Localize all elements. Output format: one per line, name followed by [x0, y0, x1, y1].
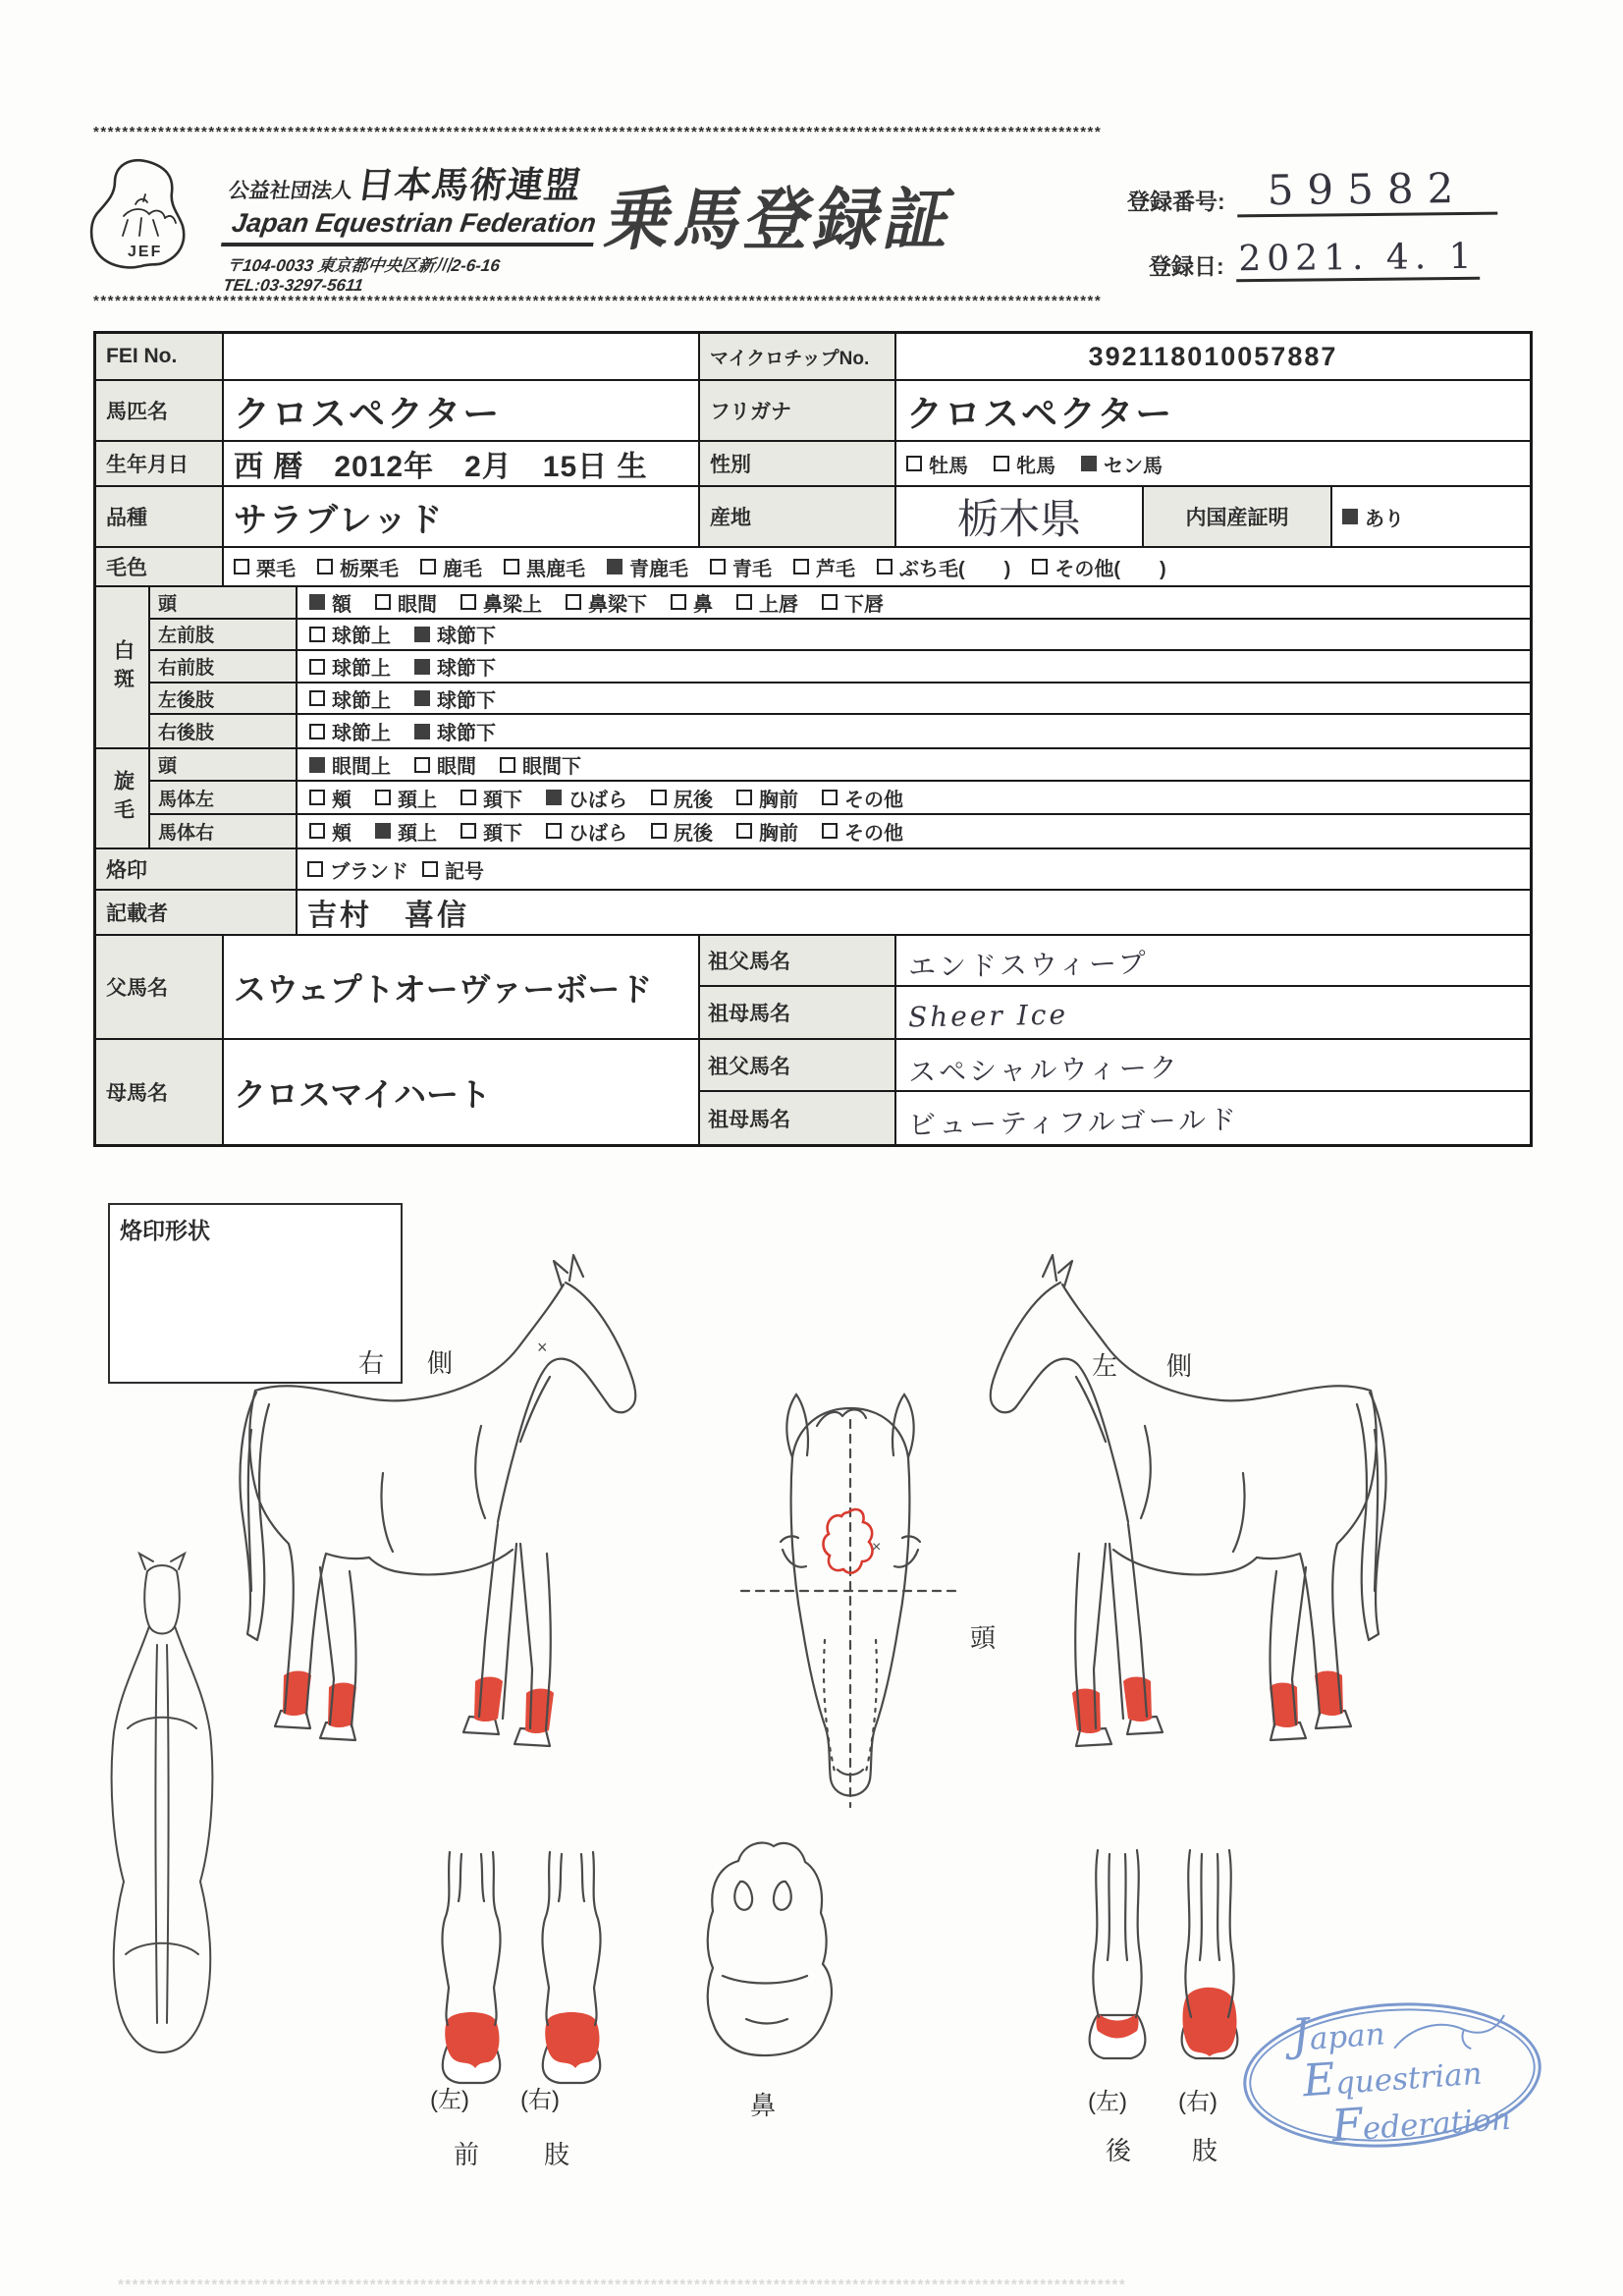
checkbox-label: 胸前 [759, 789, 798, 811]
checkbox-label: 球節上 [332, 689, 391, 712]
checkbox-option[interactable] [309, 588, 352, 617]
table-row [150, 782, 1530, 814]
table-row [150, 651, 1530, 683]
unchecked-checkbox[interactable] [906, 456, 922, 471]
row-options [298, 683, 1530, 714]
white-markings-rows [150, 587, 1530, 747]
row-label: 頭 [150, 587, 298, 618]
checkbox-option[interactable] [736, 588, 798, 617]
microchip-label: マイクロチップNo. [700, 334, 896, 379]
rear-leg-detail-left [1090, 1850, 1146, 2058]
unchecked-checkbox[interactable] [822, 823, 838, 839]
grandsire-label: 祖父馬名 [700, 1040, 896, 1090]
checkbox-option[interactable] [309, 717, 391, 745]
unchecked-checkbox[interactable] [375, 594, 391, 610]
row-label: 左前肢 [150, 620, 298, 650]
checked-checkbox[interactable] [546, 790, 562, 805]
checkbox-label: 頚上 [398, 822, 437, 845]
row-label: 右前肢 [150, 651, 298, 682]
unchecked-checkbox[interactable] [822, 790, 838, 805]
unchecked-checkbox[interactable] [822, 594, 838, 610]
checkbox-label: 尻後 [674, 789, 713, 811]
front-right-label: (右) [520, 2087, 560, 2113]
checkbox-label: 栃栗毛 [340, 558, 399, 580]
row-label: 馬体左 [150, 782, 298, 812]
table-row [150, 620, 1530, 652]
reg-no-label: 登録番号: [1127, 189, 1225, 214]
checkbox-label: 栗毛 [256, 558, 296, 580]
x-mark-forehead: × [872, 1539, 882, 1556]
front-leg-detail [442, 1852, 500, 2083]
sex-options [906, 450, 1163, 478]
checkbox-option[interactable] [414, 620, 496, 648]
row-options [298, 651, 1530, 682]
federation-stamp [1238, 1994, 1545, 2158]
checkbox-option[interactable] [414, 684, 496, 713]
checkbox-option[interactable] [414, 750, 476, 779]
checkbox-label: 鼻 [693, 593, 713, 616]
table-row [150, 815, 1530, 847]
row-label: 右後肢 [150, 715, 298, 747]
unchecked-checkbox[interactable] [307, 861, 323, 877]
checkbox-option[interactable] [309, 652, 391, 681]
checkbox-option[interactable] [671, 588, 713, 617]
checked-checkbox[interactable] [414, 724, 430, 739]
checkbox-label: 眼間 [398, 593, 437, 616]
dam-label: 母馬名 [96, 1040, 224, 1144]
checkbox-label: その他 [844, 822, 903, 845]
table-row [150, 587, 1530, 620]
registration-block [1127, 165, 1549, 281]
org-address: 〒104-0033 東京都中央区新川2-6-16 [224, 256, 502, 275]
white-markings-group-label: 白斑 [96, 587, 150, 747]
unchecked-checkbox[interactable] [309, 690, 325, 706]
jef-logo-text: JEF [128, 244, 163, 260]
unchecked-checkbox[interactable] [651, 790, 667, 805]
org-type: 公益社団法人 [227, 180, 354, 202]
unchecked-checkbox[interactable] [671, 594, 686, 610]
checkbox-label: ひばら [568, 822, 627, 845]
checkbox-option[interactable] [307, 855, 408, 884]
table-row-sire [96, 936, 1530, 1040]
checkbox-option[interactable] [651, 784, 713, 812]
nose-detail [708, 1842, 832, 2055]
rear-right-label: (右) [1178, 2089, 1217, 2115]
coat-options [234, 553, 1166, 581]
checkbox-option[interactable] [736, 817, 798, 846]
page-title: 乗馬登録証 [599, 181, 965, 258]
checkbox-option[interactable] [906, 450, 968, 478]
checkbox-option[interactable] [822, 817, 903, 846]
microchip-value: 392118010057887 [1088, 341, 1338, 371]
reg-no-value: 59582 [1236, 164, 1497, 218]
checkbox-label: 鼻梁上 [483, 593, 542, 616]
table-row [150, 715, 1530, 747]
checkbox-label: あり [1365, 508, 1404, 530]
checkbox-label: ぶち毛( ) [899, 558, 1011, 580]
row-label: 頭 [150, 749, 298, 780]
recorder-label: 記載者 [96, 891, 298, 934]
fei-value [224, 334, 700, 379]
furigana-value: クロスペクター [906, 394, 1174, 434]
checkbox-option[interactable] [1081, 450, 1163, 478]
table-group-white-markings [96, 587, 1530, 749]
table-row-dam [96, 1040, 1530, 1144]
unchecked-checkbox[interactable] [710, 559, 726, 574]
table-row [700, 936, 1530, 987]
checkbox-option[interactable] [375, 817, 437, 846]
checkbox-option[interactable] [309, 684, 391, 713]
separator-line-top: ******************************************************************************************************************************************** [93, 124, 1103, 140]
birth-label: 生年月日 [96, 442, 224, 485]
left-side-label: 左側 [1092, 1351, 1242, 1381]
table-row-breed [96, 487, 1530, 548]
checked-checkbox[interactable] [414, 690, 430, 706]
stamp-line-2: Equestrian [1301, 2052, 1484, 2107]
checkbox-option[interactable] [500, 750, 581, 779]
checkbox-label: 眼間 [437, 756, 476, 779]
checkbox-label: 球節下 [437, 658, 496, 681]
checked-checkbox[interactable] [375, 823, 391, 839]
table-row-coat [96, 548, 1530, 587]
checkbox-option[interactable] [546, 817, 627, 846]
whorls-group-label: 旋毛 [96, 749, 150, 847]
sire-label: 父馬名 [96, 936, 224, 1038]
dam-grandparents [700, 1040, 1530, 1144]
table-row-recorder [96, 891, 1530, 936]
checkbox-label: ひばら [568, 789, 627, 811]
breed-value: サラブレッド [224, 487, 700, 546]
checkbox-option[interactable] [234, 553, 296, 581]
checkbox-label: 鹿毛 [443, 558, 482, 580]
birth-value: 西 暦 2012年 2月 15日 生 [224, 442, 700, 485]
unchecked-checkbox[interactable] [460, 823, 476, 839]
reg-date-label: 登録日: [1149, 253, 1224, 279]
table-row-birth [96, 442, 1530, 487]
row-options [298, 815, 1530, 847]
row-options [298, 782, 1530, 812]
reg-date-value: 2021. 4. 1 [1235, 237, 1479, 283]
sire-granddam-value: Sheer Ice [907, 999, 1069, 1034]
checked-checkbox[interactable] [309, 594, 325, 610]
checkbox-label: 胸前 [759, 822, 798, 845]
checkbox-option[interactable] [375, 588, 437, 617]
checkbox-label: 青鹿毛 [629, 558, 688, 580]
brand-options [307, 855, 484, 884]
checkbox-option[interactable] [414, 652, 496, 681]
table-group-whorls [96, 749, 1530, 849]
checkbox-option[interactable] [317, 553, 399, 581]
row-options [298, 587, 1530, 618]
org-tel: TEL:03-3297-5611 [222, 276, 365, 295]
checkbox-option[interactable] [822, 784, 903, 812]
unchecked-checkbox[interactable] [877, 559, 893, 574]
checkbox-option[interactable] [1032, 553, 1165, 581]
table-row [150, 749, 1530, 782]
unchecked-checkbox[interactable] [460, 594, 476, 610]
checked-checkbox[interactable] [414, 627, 430, 642]
checkbox-option[interactable] [607, 553, 688, 581]
granddam-label: 祖母馬名 [700, 1092, 896, 1144]
checkbox-label: 頬 [332, 789, 352, 811]
checkbox-label: 球節上 [332, 723, 391, 745]
unchecked-checkbox[interactable] [309, 659, 325, 675]
stamp-line-1: Japan [1289, 2007, 1386, 2061]
nose-label: 鼻 [750, 2091, 777, 2120]
checked-checkbox[interactable] [607, 559, 622, 574]
dam-value: クロスマイハート [224, 1040, 700, 1144]
table-row-brand [96, 849, 1530, 891]
rear-leg-detail-right [1182, 1850, 1238, 2058]
checkbox-label: 頬 [332, 822, 352, 845]
rear-left-label: (左) [1088, 2089, 1127, 2115]
sire-grandsire-value: エンドスウィープ [907, 947, 1149, 984]
horse-top-view [112, 1554, 213, 2052]
unchecked-checkbox[interactable] [736, 790, 752, 805]
checkbox-option[interactable] [309, 620, 391, 648]
unchecked-checkbox[interactable] [414, 757, 430, 773]
checkbox-label: 下唇 [844, 593, 884, 616]
unchecked-checkbox[interactable] [500, 757, 515, 773]
row-label: 左後肢 [150, 683, 298, 714]
furigana-label: フリガナ [700, 381, 896, 440]
unchecked-checkbox[interactable] [309, 790, 325, 805]
checkbox-option[interactable] [822, 588, 884, 617]
unchecked-checkbox[interactable] [994, 456, 1009, 471]
checkbox-label: セン馬 [1104, 455, 1163, 477]
checkbox-option[interactable] [309, 784, 352, 812]
checkbox-label: その他( ) [1055, 558, 1166, 580]
horse-name-value: クロスペクター [224, 381, 700, 440]
checkbox-label: 眼間下 [522, 756, 581, 779]
checkbox-label: 牝馬 [1016, 455, 1055, 477]
table-row [700, 1092, 1530, 1144]
recorder-value: 吉村 喜信 [307, 900, 469, 932]
checkbox-option[interactable] [414, 717, 496, 745]
checkbox-label: 球節下 [437, 626, 496, 648]
checked-checkbox[interactable] [309, 757, 325, 773]
checkbox-option[interactable] [422, 855, 484, 884]
row-options [298, 715, 1530, 747]
checked-checkbox[interactable] [414, 659, 430, 675]
checkbox-label: その他 [844, 789, 903, 811]
horse-name-label: 馬匹名 [96, 381, 224, 440]
checkbox-label: 黒鹿毛 [526, 558, 585, 580]
brand-shape-label: 烙印形状 [120, 1218, 210, 1243]
checked-checkbox[interactable] [1081, 456, 1097, 471]
checkbox-option[interactable] [375, 784, 437, 812]
separator-line-bottom: ******************************************************************************************************************************************** [93, 293, 1103, 309]
checkbox-option[interactable] [994, 450, 1055, 478]
unchecked-checkbox[interactable] [793, 559, 809, 574]
checkbox-label: 鼻梁下 [588, 593, 647, 616]
row-label: 馬体右 [150, 815, 298, 847]
sire-value: スウェプトオーヴァーボード [224, 936, 700, 1038]
horse-data-table [93, 331, 1533, 1147]
red-marking-forehead [823, 1509, 872, 1573]
whorls-rows [150, 749, 1530, 847]
checkbox-label: 牡馬 [929, 455, 968, 477]
unchecked-checkbox[interactable] [460, 790, 476, 805]
checkbox-option[interactable] [1342, 503, 1404, 531]
red-marking [1183, 1988, 1237, 2056]
checkbox-label: 青毛 [732, 558, 772, 580]
unchecked-checkbox[interactable] [420, 559, 436, 574]
stamp-text [1238, 1994, 1545, 2158]
unchecked-checkbox[interactable] [736, 823, 752, 839]
right-side-label: 右側 [358, 1348, 497, 1378]
domestic-options [1342, 503, 1404, 531]
unchecked-checkbox[interactable] [422, 861, 438, 877]
x-mark-neck: × [537, 1338, 548, 1357]
checkbox-option[interactable] [309, 817, 352, 846]
brand-label: 烙印 [96, 849, 298, 889]
unchecked-checkbox[interactable] [375, 790, 391, 805]
origin-label: 産地 [700, 487, 896, 546]
sire-grandparents [700, 936, 1530, 1038]
org-name-en: Japan Equestrian Federation [221, 208, 598, 246]
checkbox-label: 記号 [445, 860, 484, 883]
unchecked-checkbox[interactable] [317, 559, 333, 574]
checkbox-label: 上唇 [759, 593, 798, 616]
checkbox-label: 球節下 [437, 723, 496, 745]
checkbox-option[interactable] [793, 553, 855, 581]
table-row [150, 683, 1530, 716]
checkbox-option[interactable] [546, 784, 627, 812]
checkbox-label: 芦毛 [816, 558, 855, 580]
checkbox-option[interactable] [460, 588, 542, 617]
table-row-fei [96, 334, 1530, 381]
checkbox-option[interactable] [736, 784, 798, 812]
unchecked-checkbox[interactable] [309, 823, 325, 839]
table-row [700, 1040, 1530, 1092]
checkbox-option[interactable] [309, 750, 391, 779]
front-limb-label: 前肢 [454, 2140, 635, 2169]
head-label: 頭 [970, 1623, 997, 1653]
unchecked-checkbox[interactable] [234, 559, 249, 574]
coat-label: 毛色 [96, 548, 224, 585]
checkbox-label: 球節下 [437, 689, 496, 712]
left-side-horse [991, 1255, 1386, 1746]
stamp-line-3: Federation [1329, 2098, 1512, 2153]
org-block [214, 155, 606, 296]
org-name: 日本馬術連盟 [354, 165, 585, 205]
unchecked-checkbox[interactable] [546, 823, 562, 839]
red-marking [283, 1671, 554, 1734]
sex-label: 性別 [700, 442, 896, 485]
unchecked-checkbox[interactable] [309, 627, 325, 642]
head-front-view [741, 1394, 960, 1807]
row-options [298, 620, 1530, 650]
breed-label: 品種 [96, 487, 224, 546]
granddam-label: 祖母馬名 [700, 987, 896, 1038]
checkbox-label: 頚上 [398, 789, 437, 811]
rear-limb-label: 後肢 [1106, 2136, 1279, 2165]
separator-line-page-bottom: ******************************************************************************************************************************************** [118, 2276, 1127, 2293]
checkbox-option[interactable] [504, 553, 585, 581]
checkbox-label: 額 [332, 593, 352, 616]
unchecked-checkbox[interactable] [1032, 559, 1048, 574]
checkbox-label: 頚下 [483, 789, 522, 811]
checkbox-label: ブランド [330, 860, 408, 883]
checkbox-option[interactable] [460, 817, 522, 846]
dam-grandsire-value: スペシャルウィーク [907, 1051, 1181, 1088]
jef-logo [84, 155, 208, 281]
table-row-name [96, 381, 1530, 442]
unchecked-checkbox[interactable] [504, 559, 519, 574]
checkbox-option[interactable] [877, 553, 1010, 581]
front-left-label: (左) [430, 2087, 469, 2113]
row-options [298, 749, 1530, 780]
checkbox-option[interactable] [651, 817, 713, 846]
unchecked-checkbox[interactable] [736, 594, 752, 610]
checkbox-label: 球節上 [332, 626, 391, 648]
checkbox-label: 眼間上 [332, 756, 391, 779]
fei-label: FEI No. [96, 334, 224, 379]
origin-value: 栃木県 [896, 487, 1144, 546]
domestic-label: 内国産証明 [1144, 487, 1332, 546]
checkbox-label: 球節上 [332, 658, 391, 681]
checkbox-option[interactable] [420, 553, 482, 581]
checkbox-label: 尻後 [674, 822, 713, 845]
unchecked-checkbox[interactable] [566, 594, 581, 610]
unchecked-checkbox[interactable] [651, 823, 667, 839]
checkbox-option[interactable] [566, 588, 647, 617]
checkbox-label: 頚下 [483, 822, 522, 845]
table-row [700, 987, 1530, 1038]
unchecked-checkbox[interactable] [309, 724, 325, 739]
checkbox-option[interactable] [710, 553, 772, 581]
grandsire-label: 祖父馬名 [700, 936, 896, 985]
dam-granddam-value: ビューティフルゴールド [907, 1103, 1240, 1141]
checked-checkbox[interactable] [1342, 509, 1358, 524]
checkbox-option[interactable] [460, 784, 522, 812]
